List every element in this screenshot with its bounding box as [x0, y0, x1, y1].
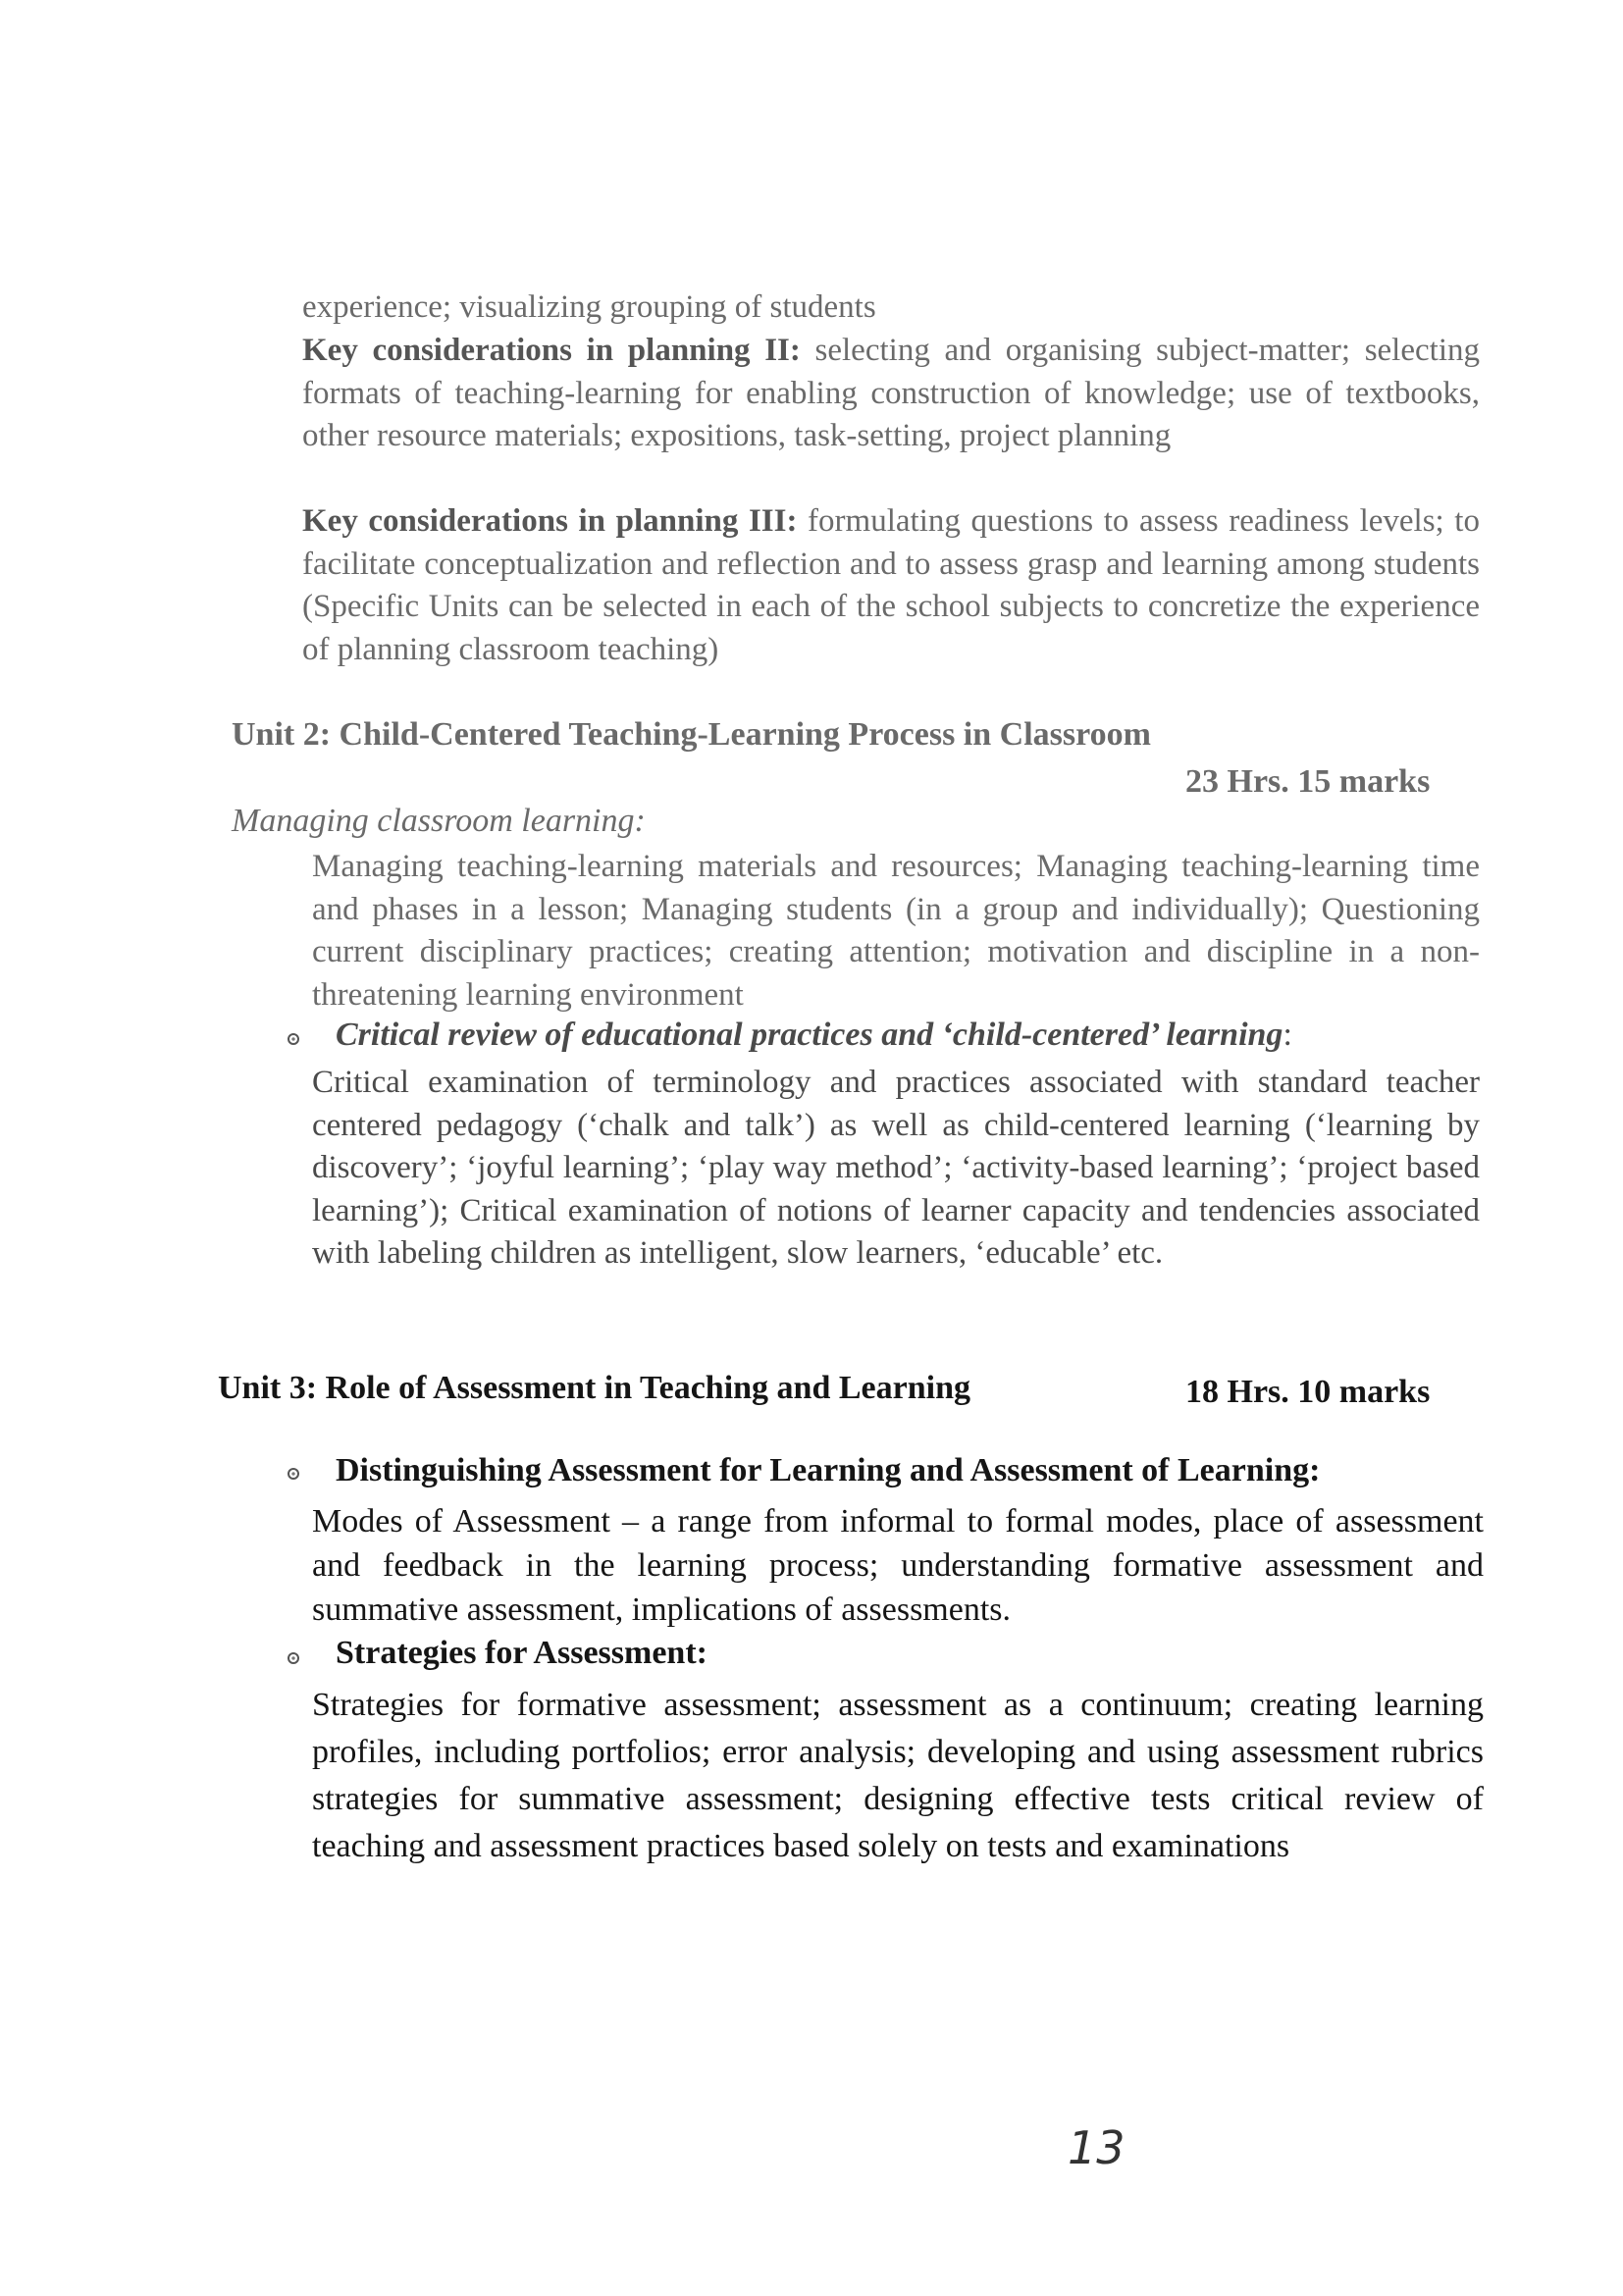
key-considerations-iii-label: Key considerations in planning III: [302, 503, 798, 539]
distinguishing-assessment-heading-text: Distinguishing Assessment for Learning and Assessment of Learning: [336, 1452, 1321, 1488]
bullet-icon [288, 1033, 299, 1045]
key-considerations-ii-text: selecting and organising subject-matter; selecting formats of teaching-learning for enabling construction of knowledge; use of textbooks, other resource materials; expositions, task-setting, project planning [302, 333, 1480, 453]
key-considerations-ii [302, 330, 1480, 458]
critical-review-colon: : [1283, 1017, 1292, 1053]
planning-continuation-line [302, 287, 1480, 330]
unit3-title: Unit 3: Role of Assessment in Teaching and Learning [218, 1370, 970, 1406]
key-considerations-ii-label: Key considerations in planning II: [302, 333, 801, 368]
unit2-hours: 23 Hrs. 15 marks [1185, 763, 1431, 800]
critical-review-heading-text: Critical review of educational practices and ‘child-centered’ learning [336, 1017, 1283, 1053]
unit2-title: Unit 2: Child-Centered Teaching-Learning Process in Classroom [232, 716, 1151, 753]
distinguishing-assessment-heading [336, 1452, 1320, 1489]
key-considerations-iii-text: formulating questions to assess readiness levels; to facilitate conceptualization and reflection and to assess grasp and learning among students (Specific Units can be selected in each of the school subjects to concretize the experience of planning classroom teaching) [302, 503, 1480, 667]
page-number: 13 [1068, 2121, 1126, 2174]
bullet-icon [288, 1468, 299, 1480]
critical-review-heading [336, 1017, 1292, 1054]
critical-review-text: Critical examination of terminology and practices associated with standard teacher centered pedagogy (‘chalk and talk’) as well as child-centered learning (‘learning by discovery’; ‘joyful learning’; ‘play way method’; ‘activity-based learning’; ‘project based learning’); Critical examination of notions of learner capacity and tendencies associated with labeling children as intelligent, slow learners, ‘educable’ etc. [312, 1065, 1480, 1271]
managing-classroom-text: Managing teaching-learning materials and resources; Managing teaching-learning time and phases in a lesson; Managing students (in a group and individually); Questioning current disciplinary practices; creating attention; motivation and discipline in a non-threatening learning environment [312, 849, 1480, 1013]
managing-classroom-heading: Managing classroom learning: [232, 803, 646, 839]
modes-of-assessment-text: Modes of Assessment – a range from informal to formal modes, place of assessment and feedback in the learning process; understanding formative assessment and summative assessment, implications of assessments. [312, 1503, 1484, 1628]
strategies-heading [336, 1635, 707, 1672]
strategies-text: Strategies for formative assessment; assessment as a continuum; creating learning profiles, including portfolios; error analysis; developing and using assessment rubrics strategies for summative assessment; designing effective tests critical review of teaching and assessment practices based solely on tests and examinations [312, 1687, 1484, 1864]
strategies-heading-text: Strategies for Assessment: [336, 1635, 707, 1671]
key-considerations-iii [302, 500, 1480, 671]
planning-line-text: experience; visualizing grouping of students [302, 289, 876, 325]
bullet-icon [288, 1652, 299, 1664]
unit3-hours: 18 Hrs. 10 marks [1185, 1374, 1431, 1410]
